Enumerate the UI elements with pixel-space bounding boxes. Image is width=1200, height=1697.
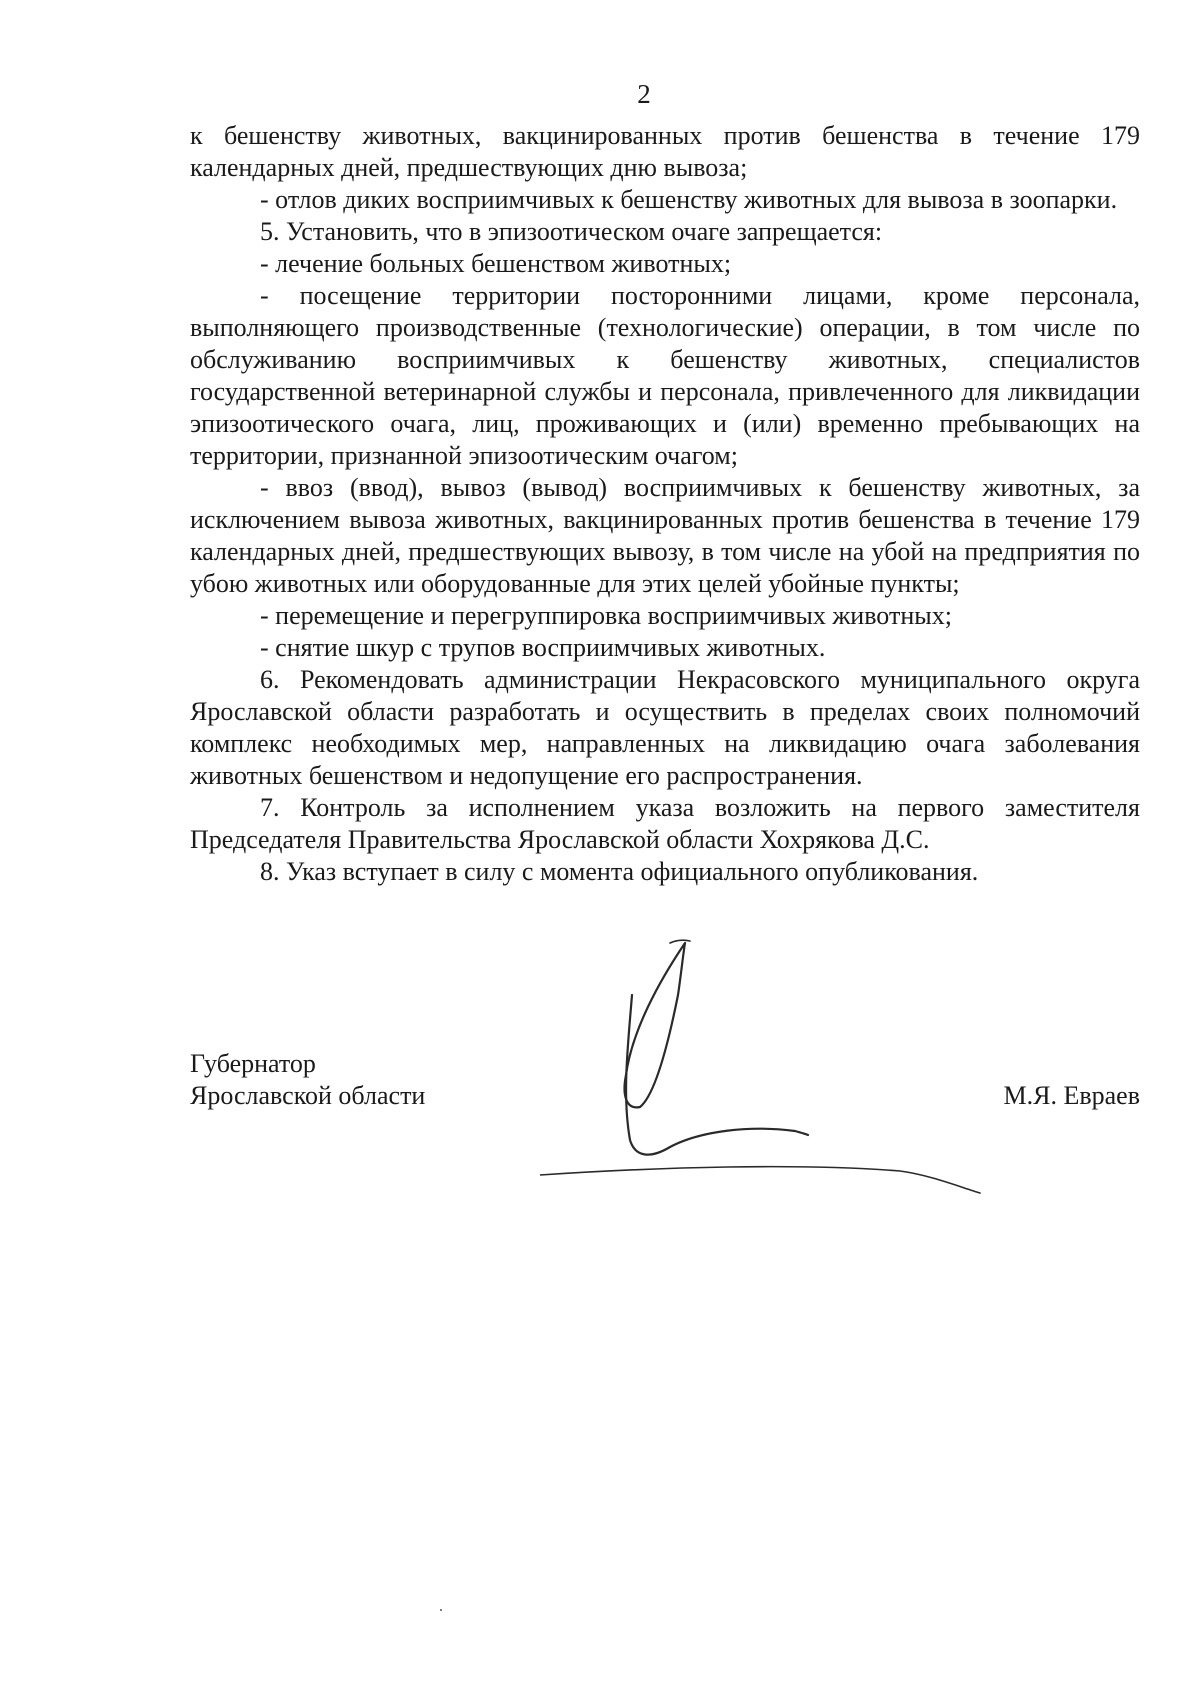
paragraph: 7. Контроль за исполнением указа возложить на первого заместителя Председателя Правительства Ярославской области Хохрякова Д.С. bbox=[190, 793, 1140, 854]
paragraph: - перемещение и перегруппировка восприимчивых животных; bbox=[260, 601, 952, 630]
signatory-title-line2: Ярославской области bbox=[190, 1081, 426, 1110]
scan-speck bbox=[440, 1609, 442, 1611]
paragraph: к бешенству животных, вакцинированных против бешенства в течение 179 календарных дней, предшествующих дню вывоза; bbox=[190, 121, 1140, 182]
signatory-name: М.Я. Евраев bbox=[1003, 1081, 1140, 1110]
document-body bbox=[190, 120, 1140, 888]
paragraph: 8. Указ вступает в силу с момента официального опубликования. bbox=[260, 857, 979, 886]
signatory-title-line1: Губернатор bbox=[190, 1049, 316, 1078]
paragraph: - лечение больных бешенством животных; bbox=[260, 249, 732, 278]
signatory-title bbox=[190, 1048, 425, 1112]
signature-block bbox=[190, 1048, 1140, 1128]
paragraph: - посещение территории посторонними лицами, кроме персонала, выполняющего производственные (технологические) операции, в том числе по обслуживанию восприимчивых к бешенству животных, специалистов государственной ветеринарной службы и персонала, привлеченного для ликвидации эпизоотического очага, лиц, проживающих и (или) временно пребывающих на территории, признанной эпизоотическим очагом; bbox=[190, 281, 1140, 470]
page-number: 2 bbox=[637, 79, 651, 109]
paragraph: - ввоз (ввод), вывоз (вывод) восприимчивых к бешенству животных, за исключением вывоза животных, вакцинированных против бешенства в течение 179 календарных дней, предшествующих вывозу, в том числе на убой на предприятия по убою животных или оборудованные для этих целей убойные пункты; bbox=[190, 473, 1140, 598]
paragraph: 6. Рекомендовать администрации Некрасовского муниципального округа Ярославской области разработать и осуществить в пределах своих полномочий комплекс необходимых мер, направленных на ликвидацию очага заболевания животных бешенством и недопущение его распространения. bbox=[190, 665, 1140, 790]
paragraph: - отлов диких восприимчивых к бешенству животных для вывоза в зоопарки. bbox=[260, 185, 1118, 214]
paragraph: 5. Установить, что в эпизоотическом очаге запрещается: bbox=[260, 217, 883, 246]
paragraph: - снятие шкур с трупов восприимчивых животных. bbox=[260, 633, 826, 662]
